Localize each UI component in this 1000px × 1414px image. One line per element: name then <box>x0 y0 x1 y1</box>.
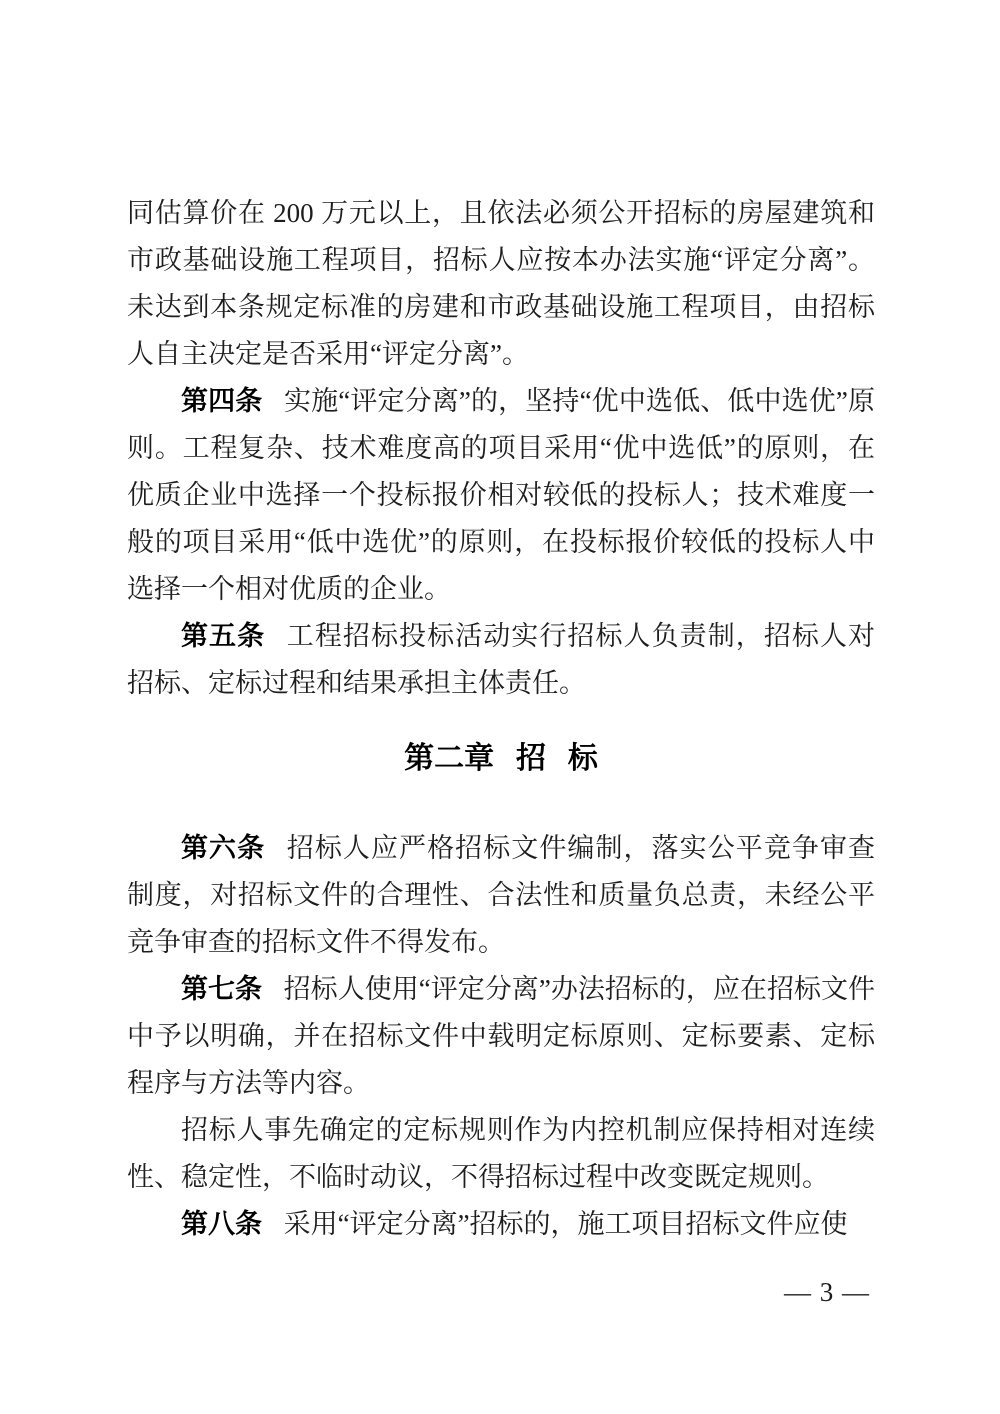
paragraph-text: 同估算价在 200 万元以上，且依法必须公开招标的房屋建筑和市政基础设施工程项目，招标人应按本办法实施“评定分离”。未达到本条规定标准的房建和市政基础设施工程项目，由招标人自主决定是否采用“评定分离”。 <box>127 198 875 369</box>
paragraph-text: 招标人应严格招标文件编制，落实公平竞争审查制度，对招标文件的合理性、合法性和质量负总责，未经公平竞争审查的招标文件不得发布。 <box>127 833 876 957</box>
paragraph-text: 工程招标投标活动实行招标人负责制，招标人对招标、定标过程和结果承担主体责任。 <box>127 621 876 698</box>
paragraph-text: 采用“评定分离”招标的，施工项目招标文件应使 <box>283 1209 848 1239</box>
paragraph-text: 招标人事先确定的定标规则作为内控机制应保持相对连续性、稳定性，不临时动议，不得招标过程中改变既定规则。 <box>127 1115 875 1192</box>
article-label: 第五条 <box>181 621 266 651</box>
page-number: — 3 — <box>784 1277 870 1307</box>
paragraph-article-6 <box>127 825 875 966</box>
chapter-heading: 第二章 招 标 <box>404 742 598 775</box>
paragraph-article-7 <box>127 966 875 1107</box>
article-label: 第六条 <box>181 833 266 863</box>
paragraph-continuation <box>127 190 875 378</box>
paragraph-text: 招标人使用“评定分离”办法招标的，应在招标文件中予以明确，并在招标文件中载明定标原则、定标要素、定标程序与方法等内容。 <box>127 974 876 1098</box>
article-label: 第八条 <box>181 1209 262 1239</box>
document-body <box>127 190 875 1248</box>
article-label: 第四条 <box>181 386 263 416</box>
paragraph-article-5 <box>127 613 875 707</box>
paragraph-text: 实施“评定分离”的，坚持“优中选低、低中选优”原则。工程复杂、技术难度高的项目采用“优中选低”的原则，在优质企业中选择一个投标报价相对较低的投标人；技术难度一般的项目采用“低中选优”的原则，在投标报价较低的投标人中选择一个相对优质的企业。 <box>127 386 876 604</box>
article-label: 第七条 <box>181 974 263 1004</box>
paragraph-plain <box>127 1107 875 1201</box>
paragraph-article-4 <box>127 378 875 613</box>
paragraph-article-8 <box>127 1201 875 1248</box>
